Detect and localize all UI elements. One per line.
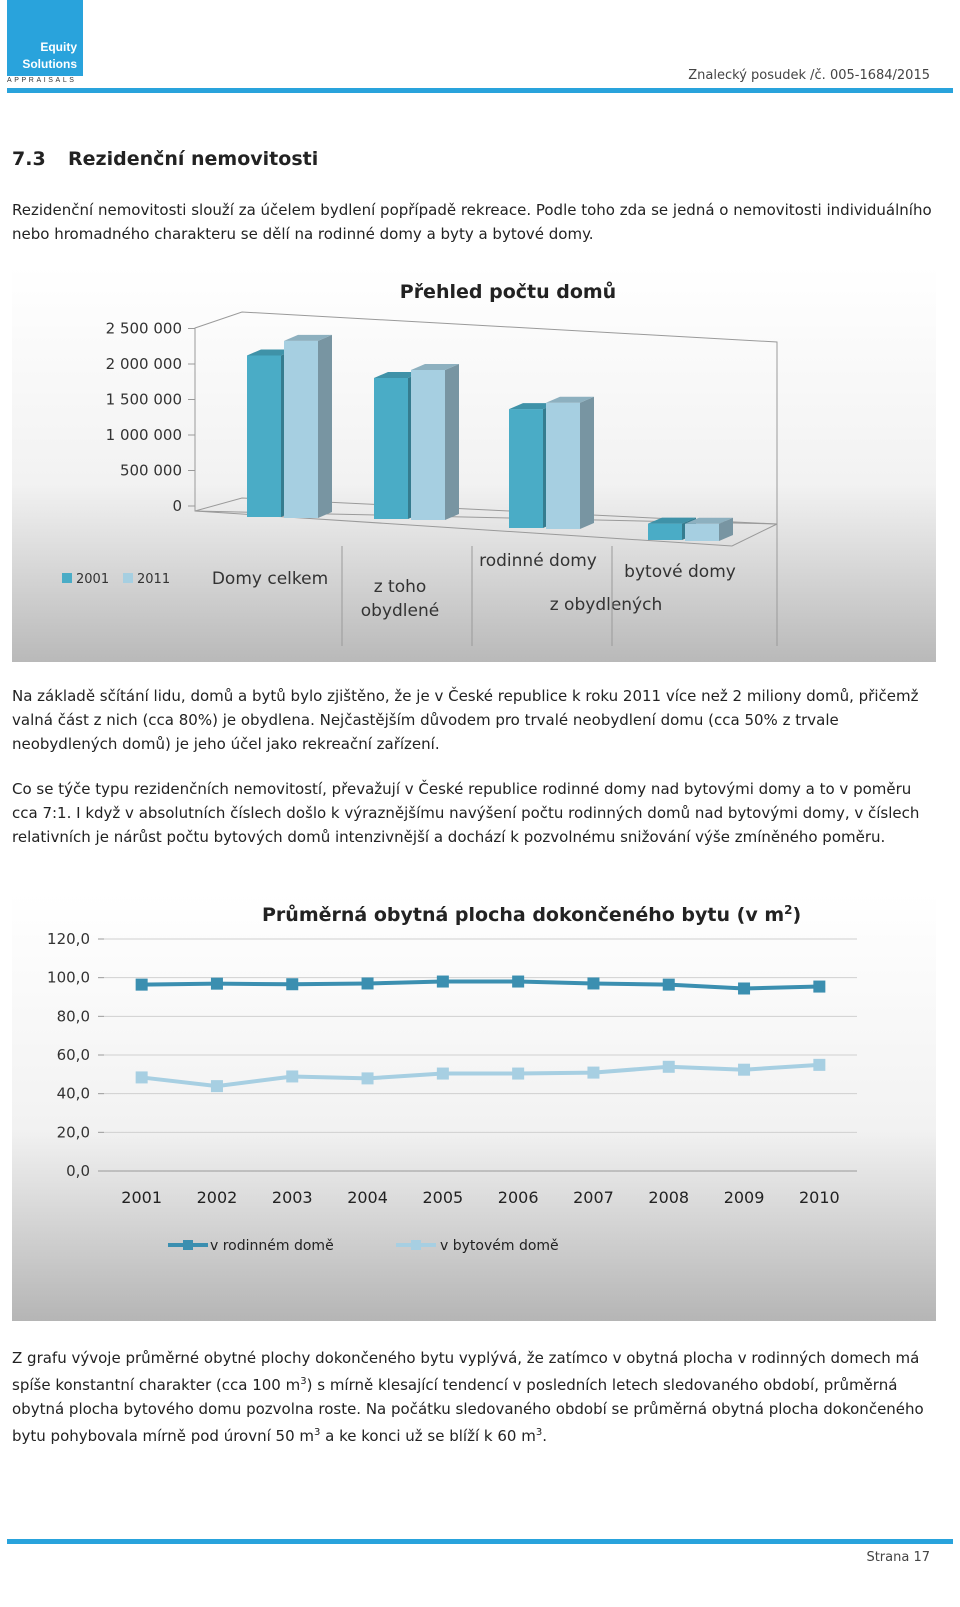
category-label-z-toho: z toho <box>373 577 427 597</box>
bar-front <box>509 409 543 528</box>
legend-label-apartment-buildings: v bytovém domě <box>440 1238 559 1254</box>
x-tick-label: 2003 <box>271 1188 313 1207</box>
superscript: 3 <box>300 1376 307 1387</box>
category-label-rodinne-domy: rodinné domy <box>479 551 597 571</box>
bar-side <box>580 397 594 529</box>
x-tick-label: 2009 <box>723 1188 765 1207</box>
paragraph-area-trend-part2: ) s mírně klesající tendencí v posledních letech sledovaného období, průměrná obytná plocha bytového domu pozvolna roste. Na počátku sledovaného období se průměrná obytná plocha dokončeného bytu pohybovala mírně pod úrovní 50 m <box>12 1376 924 1445</box>
data-point <box>211 1080 223 1092</box>
legend-label-2011: 2011 <box>137 572 171 587</box>
y-tick-label: 0,0 <box>66 1162 90 1180</box>
paragraph-area-trend-part3: a ke konci už se blíží k 60 m <box>320 1427 536 1445</box>
data-point <box>286 978 298 990</box>
average-area-chart <box>12 893 936 1321</box>
y-tick-label: 500 000 <box>119 461 182 480</box>
houses-overview-chart <box>12 266 936 662</box>
y-tick-label: 0 <box>172 497 182 515</box>
y-tick-label: 60,0 <box>56 1046 90 1064</box>
chart-title <box>262 903 801 926</box>
y-tick-label: 80,0 <box>56 1007 90 1026</box>
average-area-chart-svg <box>12 893 936 1321</box>
bar-2011-0 <box>284 335 332 518</box>
data-point <box>437 976 449 988</box>
data-point <box>738 1064 750 1076</box>
paragraph-census: Na základě sčítání lidu, domů a bytů bylo zjištěno, že je v České republice k roku 2011 více než 2 miliony domů, přičemž valná část z nich (cca 80%) je obydlena. Nejčastějším důvodem pro trvalé neobydlení domu (cca 50% z trvale neobydlených domů) je jeho účel jako rekreační zařízení. <box>12 687 919 753</box>
bar-front <box>685 524 719 541</box>
category-label-bytove-domy: bytové domy <box>624 562 736 582</box>
y-tick-label: 120,0 <box>47 930 90 948</box>
bar-front <box>648 524 682 540</box>
superscript: 3 <box>314 1427 321 1438</box>
data-point <box>663 979 675 991</box>
x-tick-label: 2010 <box>798 1188 840 1207</box>
page-number: Strana 17 <box>866 1550 930 1565</box>
y-tick-label: 40,0 <box>56 1084 90 1103</box>
data-point <box>136 1071 148 1083</box>
legend-label-2001: 2001 <box>76 572 110 587</box>
legend-marker-family-houses <box>183 1240 193 1250</box>
bar-2011-3 <box>685 518 733 541</box>
y-tick-label: 2 500 000 <box>105 319 182 338</box>
paragraph-area-trend-end: . <box>542 1427 547 1445</box>
data-point <box>587 977 599 989</box>
y-tick-label: 100,0 <box>47 968 90 987</box>
superscript: 3 <box>535 1427 543 1438</box>
paragraph-area-trend <box>12 1346 938 1448</box>
data-point <box>437 1068 449 1080</box>
category-label-obydlene: obydlené <box>360 601 440 621</box>
chart-title-end: ) <box>792 904 802 926</box>
legend-swatch-2011 <box>123 573 133 583</box>
section-title: Rezidenční nemovitosti <box>68 148 319 170</box>
data-point <box>587 1067 599 1079</box>
x-tick-label: 2007 <box>573 1188 614 1207</box>
logo-text-solutions: Solutions <box>22 57 77 71</box>
x-tick-label: 2005 <box>422 1188 464 1207</box>
chart-background <box>12 893 936 1321</box>
data-point <box>813 981 825 993</box>
bar-front <box>374 378 408 519</box>
data-point <box>136 979 148 991</box>
category-label-domy-celkem: Domy celkem <box>211 569 329 589</box>
report-reference: Znalecký posudek /č. 005-1684/2015 <box>688 68 930 83</box>
data-point <box>362 1072 374 1084</box>
y-tick-label: 1 500 000 <box>105 390 182 409</box>
data-point <box>362 977 374 989</box>
x-tick-label: 2002 <box>196 1188 238 1207</box>
data-point <box>512 1068 524 1080</box>
company-logo <box>7 0 83 86</box>
data-point <box>813 1059 825 1071</box>
x-tick-label: 2008 <box>648 1188 690 1207</box>
bar-side <box>318 335 332 518</box>
paragraph-area-trend-part1: Z grafu vývoje průměrné obytné plochy dokončeného bytu vyplývá, že zatímco v obytná plocha v rodinných domech má spíše konstantní charakter (cca 100 m <box>12 1349 920 1394</box>
data-point <box>286 1070 298 1082</box>
y-tick-label: 1 000 000 <box>105 426 182 444</box>
bar-front <box>411 370 445 520</box>
header-divider <box>7 88 953 93</box>
houses-overview-chart-svg <box>12 266 936 662</box>
data-point <box>512 976 524 988</box>
chart-title-superscript: 2 <box>784 903 793 917</box>
x-tick-label: 2006 <box>497 1188 539 1207</box>
bar-2011-1 <box>411 364 459 520</box>
bar-front <box>546 403 580 529</box>
logo-text-appraisals: APPRAISALS <box>7 76 83 86</box>
legend-marker-apartment-buildings <box>411 1240 421 1250</box>
footer-divider <box>7 1539 953 1544</box>
chart-title-main: Průměrná obytná plocha dokončeného bytu (v m <box>262 904 785 926</box>
legend-label-family-houses: v rodinném domě <box>210 1238 334 1254</box>
bar-front <box>247 355 281 517</box>
logo-text-equity: Equity <box>40 40 77 54</box>
bar-front <box>284 341 318 518</box>
paragraph-types: Co se týče typu rezidenčních nemovitostí, převažují v České republice rodinné domy nad bytovými domy a to v poměru cca 7:1. I když v absolutních číslech došlo k výraznějšímu navýšení počtu rodinných domů nad bytovými domy, v číslech relativních je nárůst počtu bytových domů intenzivnější a dochází k pozvolnému snižování výše zmíněného poměru. <box>12 780 920 846</box>
data-point <box>663 1061 675 1073</box>
bar-2011-2 <box>546 397 594 529</box>
x-tick-label: 2004 <box>347 1188 388 1207</box>
section-number: 7.3 <box>12 148 46 170</box>
legend-swatch-2001 <box>62 573 72 583</box>
chart-title: Přehled počtu domů <box>399 281 617 303</box>
y-tick-label: 20,0 <box>56 1123 90 1142</box>
data-point <box>738 982 750 994</box>
category-label-z-obydlenych: z obydlených <box>549 595 663 615</box>
x-tick-label: 2001 <box>121 1188 163 1207</box>
section-heading <box>12 148 318 170</box>
bar-side <box>445 364 459 520</box>
paragraph-intro: Rezidenční nemovitosti slouží za účelem bydlení popřípadě rekreace. Podle toho zda se jedná o nemovitosti individuálního nebo hromadného charakteru se dělí na rodinné domy a byty a bytové domy. <box>12 201 932 243</box>
y-tick-label: 2 000 000 <box>105 355 182 373</box>
data-point <box>211 978 223 990</box>
